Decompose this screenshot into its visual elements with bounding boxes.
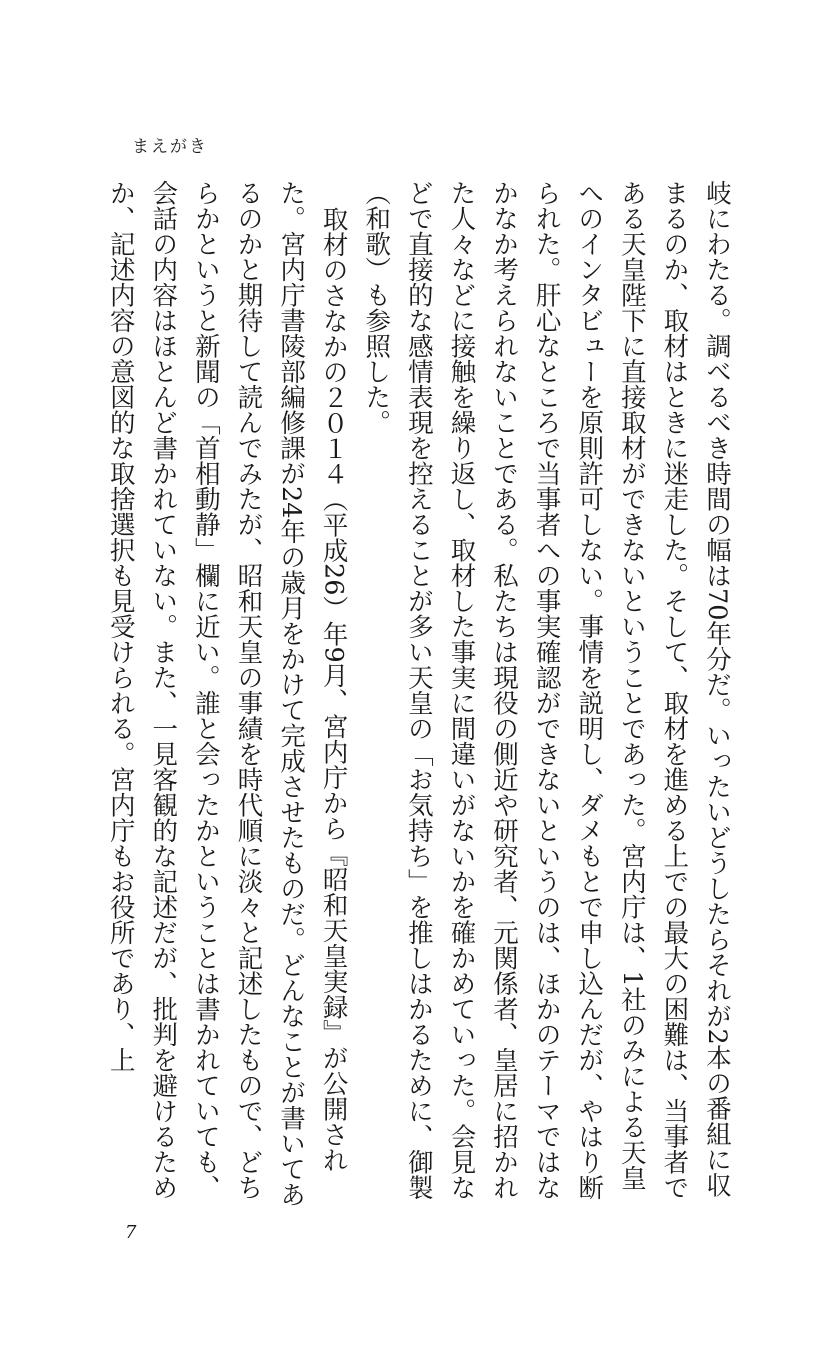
paragraph: 取材のさなかの２０１４（平成26）年9月、宮内庁から『昭和天皇実録』が公開された。宮内庁書陵部編修課が24年の歳月をかけて完成させたものだ。どんなことが書いてあるのかと期待して読んでみたが、昭和天皇の事績を時代順に淡々と記述したもので、どちらかというと新聞の「首相動静」欄に近い。誰と会ったかということは書かれていても、会話の内容はほとんど書かれていない。また、一見客観的な記述だが、批判を避けるためか、記述内容の意図的な取捨選択も見受けられる。宮内庁もお役所であり、上 bbox=[105, 180, 349, 1207]
running-head: まえがき bbox=[132, 137, 208, 157]
paragraph-continued: 岐にわたる。調べるべき時間の幅は70年分だ。いったいどうしたらそれが2本の番組に収まるのか、取材はときに迷走した。そして、取材を進める上での最大の困難は、当事者である天皇陛下に直接取材ができないということであった。宮内庁は、1社のみによる天皇へのインタビューを原則許可しない。事情を説明し、ダメもとで申し込んだが、やはり断られた。肝心なところで当事者への事実確認ができないというのは、ほかのテーマではなかなか考えられないことである。私たちは現役の側近や研究者、元関係者、皇居に招かれた人々などに接触を繰り返し、取材した事実に間違いがないかを確かめていった。会見などで直接的な感情表現を控えることが多い天皇の「お気持ち」を推しはかるために、御製（和歌）も参照した。 bbox=[361, 180, 732, 1200]
page-number: 7 bbox=[125, 1222, 137, 1243]
body-text bbox=[98, 180, 738, 1210]
